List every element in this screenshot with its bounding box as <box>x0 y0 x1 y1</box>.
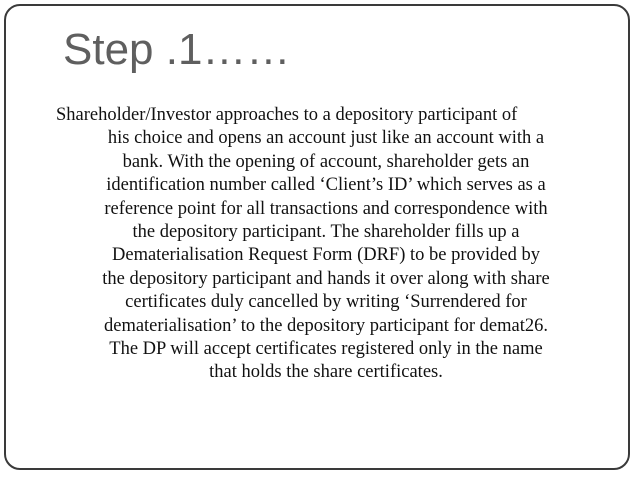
body-line: dematerialisation’ to the depository participant for demat26. <box>103 315 549 336</box>
body-line: identification number called ‘Client’s ID’ which serves as a <box>106 175 546 196</box>
body-line: his choice and opens an account just like an account with a <box>107 128 545 149</box>
body-line: bank. With the opening of account, shareholder gets an <box>122 151 530 172</box>
body-line: certificates duly cancelled by writing ‘Surrendered for <box>125 292 527 313</box>
body-line: the depository participant and hands it over along with share <box>102 268 550 289</box>
body-line: reference point for all transactions and correspondence with <box>104 198 548 219</box>
body-line: that holds the share certificates. <box>209 362 443 383</box>
slide-title: Step .1…… <box>63 25 291 74</box>
body-line: the depository participant. The shareholder fills up a <box>132 222 520 243</box>
body-line: Dematerialisation Request Form (DRF) to be provided by <box>112 245 540 266</box>
body-line: The DP will accept certificates registered only in the name <box>109 339 543 360</box>
slide-body <box>56 104 596 385</box>
body-line: Shareholder/Investor approaches to a depository participant of <box>56 105 518 125</box>
